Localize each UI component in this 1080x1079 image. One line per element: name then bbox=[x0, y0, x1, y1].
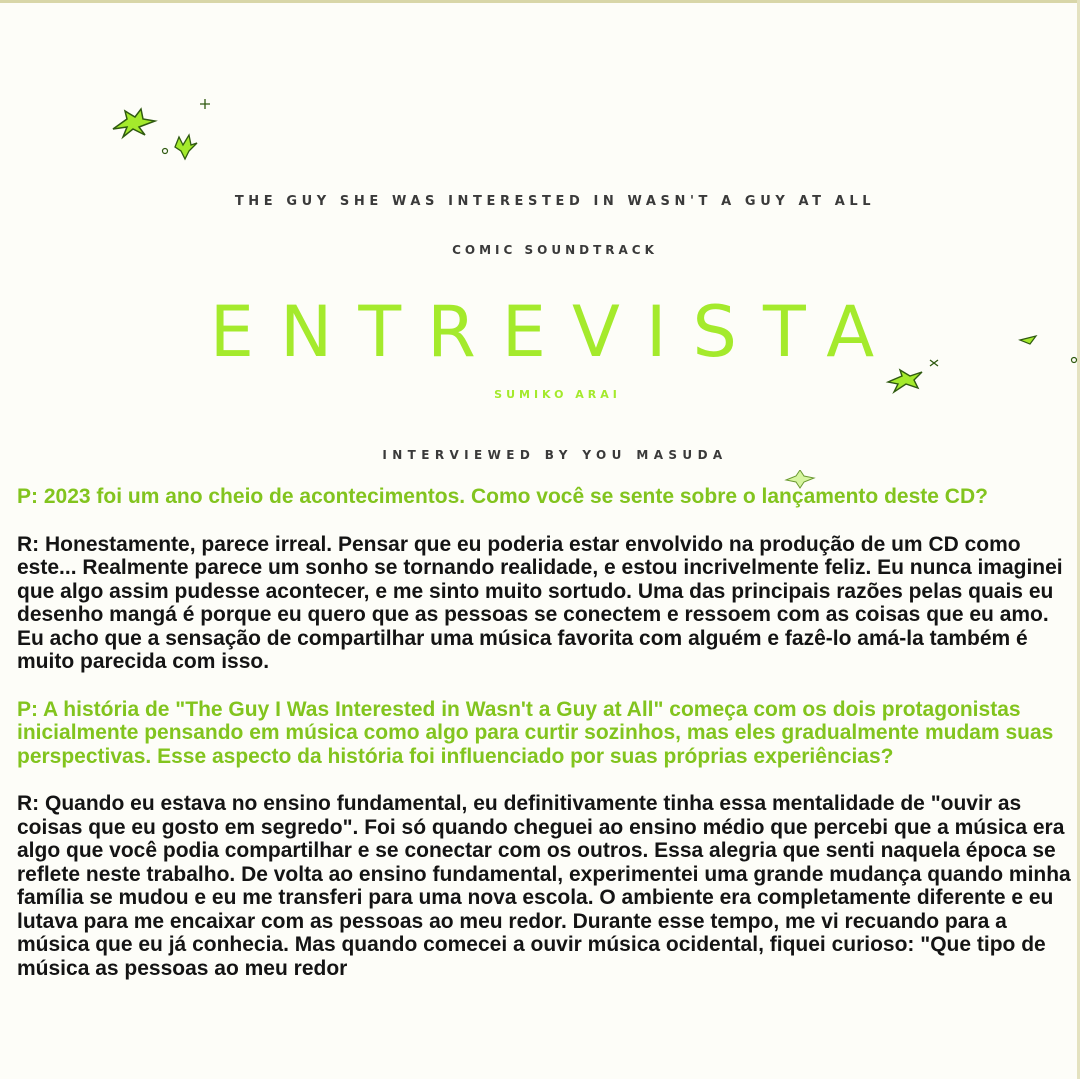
sparkle-doodle-icon bbox=[105, 95, 215, 165]
interview-body bbox=[17, 485, 1072, 1004]
answer-paragraph: R: Quando eu estava no ensino fundamental, eu definitivamente tinha essa mentalidade de "ouvir as coisas que eu gosto em segredo". Foi só quando cheguei ao ensino médio que percebi que a música era algo que você podia compartilhar e se conectar com os outros. Essa alegria que senti naquela época se reflete neste trabalho. De volta ao ensino fundamental, experimentei uma grande mudança quando minha família se mudou e eu me transferi para uma nova escola. O ambiente era completamente diferente e eu lutava para me encaixar com as pessoas ao meu redor. Durante esse tempo, me vi recuando para a música que eu já conhecia. Mas quando comecei a ouvir música ocidental, fiquei curioso: "Que tipo de música as pessoas ao meu redor bbox=[17, 792, 1071, 980]
top-border bbox=[0, 0, 1080, 3]
series-title: THE GUY SHE WAS INTERESTED IN WASN'T A GUY AT ALL bbox=[234, 194, 876, 209]
subtitle: COMIC SOUNDTRACK bbox=[452, 243, 658, 257]
question-paragraph: P: A história de "The Guy I Was Interested in Wasn't a Guy at All" começa com os dois protagonistas inicialmente pensando em música como algo para curtir sozinhos, mas eles gradualmente mudam suas perspectivas. Esse aspecto da história foi influenciado por suas próprias experiências? bbox=[17, 697, 1054, 768]
interviewer-credit: INTERVIEWED BY YOU MASUDA bbox=[382, 448, 728, 462]
answer-paragraph: R: Honestamente, parece irreal. Pensar que eu poderia estar envolvido na produção de um CD como este... Realmente parece um sonho se tornando realidade, e estou incrivelmente feliz. Eu nunca imaginei que algo assim pudesse acontecer, e me sinto muito sortudo. Uma das principais razões pelas quais eu desenho mangá é porque eu quero que as pessoas se conectem e ressoem com as coisas que eu amo. Eu acho que a sensação de compartilhar uma música favorita com alguém e fazê-lo amá-la também é muito parecida com isso. bbox=[17, 532, 1063, 673]
author-name: SUMIKO ARAI bbox=[494, 388, 621, 401]
question-paragraph: P: 2023 foi um ano cheio de acontecimentos. Como você se sente sobre o lançamento deste CD? bbox=[17, 485, 988, 508]
page-title: ENTREVISTA bbox=[209, 291, 901, 373]
